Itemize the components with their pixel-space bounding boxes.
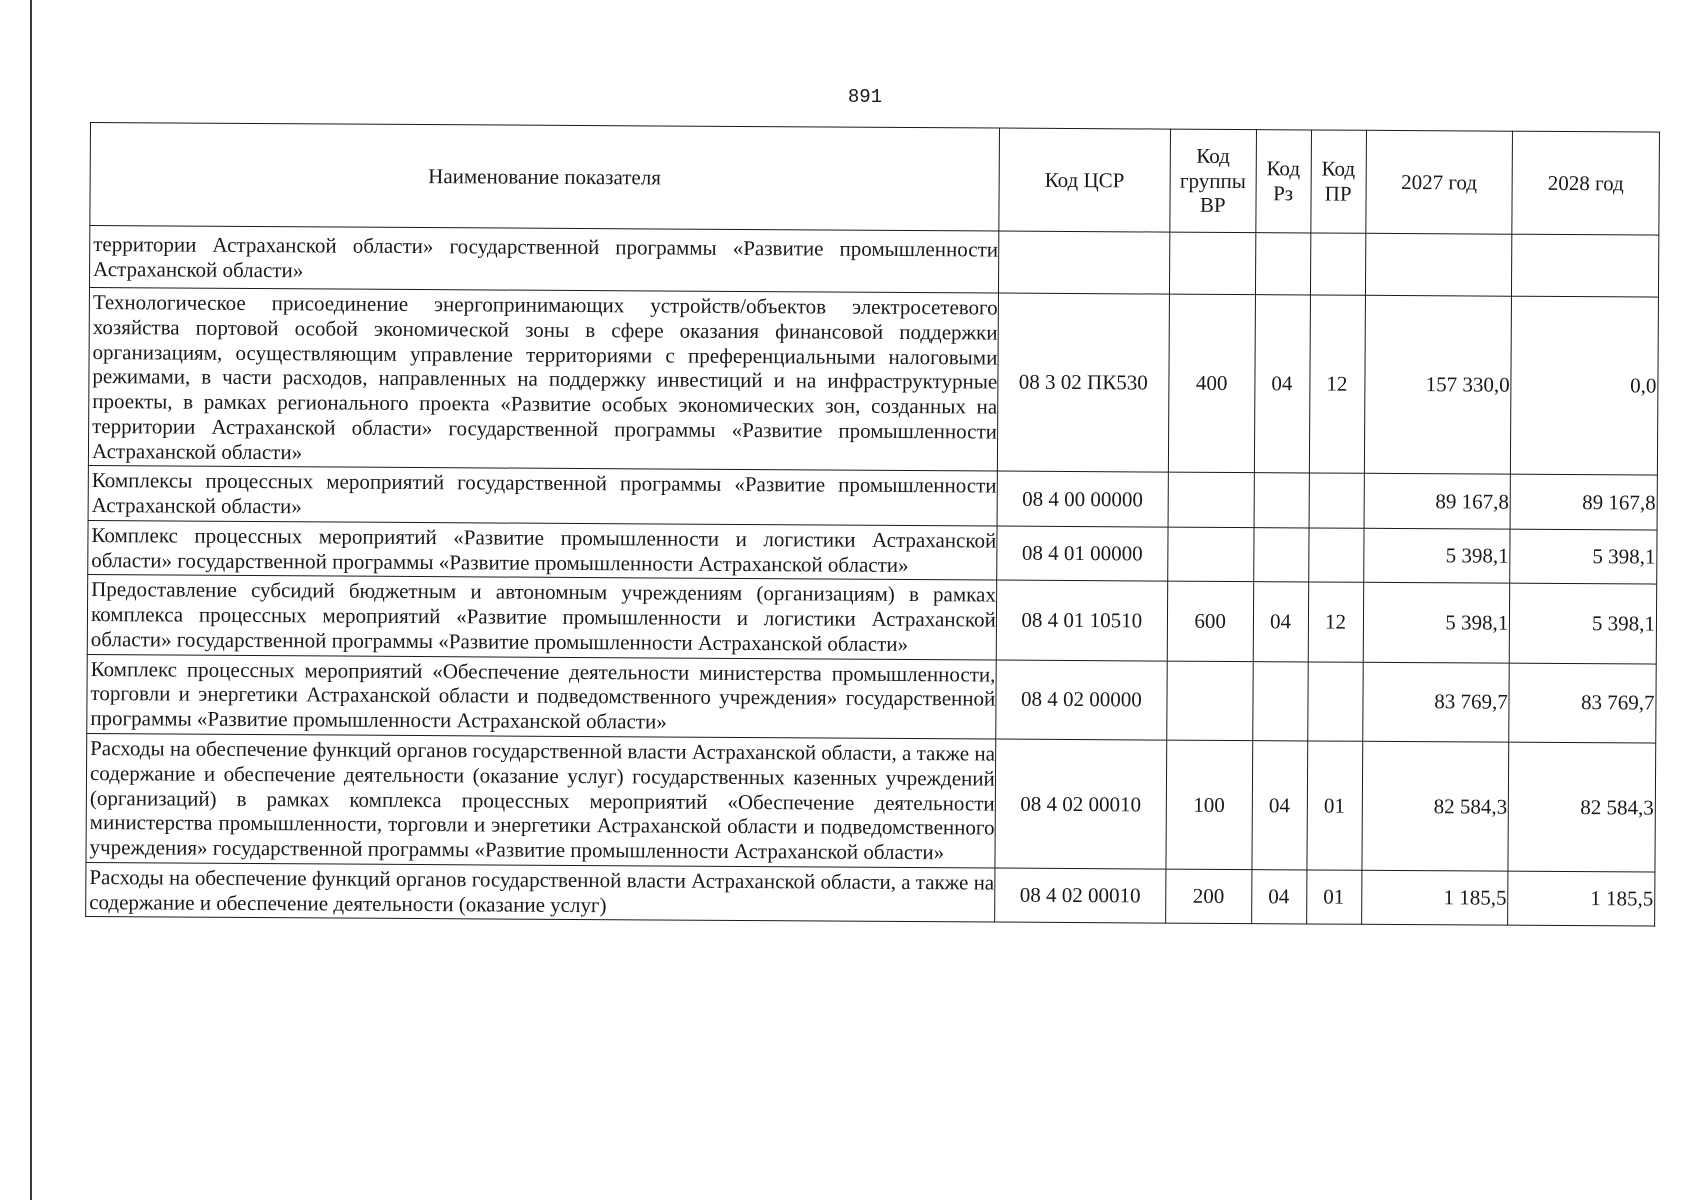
row-vr bbox=[1169, 232, 1255, 295]
table-row bbox=[89, 226, 1658, 298]
row-2028: 5 398,1 bbox=[1510, 529, 1657, 584]
row-name: Расходы на обеспечение функций органов государственной власти Астраханской области, а также на содержание и обеспечение деятельности (оказание услуг) государственных казенных учреждений (организаций) в рамках комплекса процессных мероприятий «Обеспечение деятельности министерства промышленности, торговли и энергетики Астраханской области и подведомственного учреждения» государственной программы «Развитие промышленности Астраханской области» bbox=[86, 734, 996, 868]
row-rz: 04 bbox=[1251, 741, 1307, 870]
row-2028: 82 584,3 bbox=[1508, 742, 1656, 872]
row-rz: 04 bbox=[1253, 582, 1308, 662]
row-csr: 08 3 02 ПК530 bbox=[997, 293, 1169, 472]
header-name: Наименование показателя bbox=[90, 123, 999, 232]
row-rz: 04 bbox=[1254, 295, 1310, 474]
table-row bbox=[88, 520, 1657, 584]
row-2027: 1 185,5 bbox=[1361, 870, 1508, 925]
row-rz bbox=[1252, 661, 1307, 741]
row-2028: 0,0 bbox=[1511, 296, 1659, 475]
budget-table bbox=[85, 122, 1660, 927]
header-pr: Код ПР bbox=[1310, 130, 1366, 233]
row-csr: 08 4 02 00000 bbox=[996, 660, 1168, 740]
row-2027: 89 167,8 bbox=[1364, 474, 1511, 529]
header-csr: Код ЦСР bbox=[999, 128, 1171, 232]
row-2028: 5 398,1 bbox=[1509, 584, 1656, 664]
row-csr: 08 4 02 00010 bbox=[995, 739, 1167, 869]
row-vr: 100 bbox=[1166, 740, 1252, 869]
row-vr bbox=[1168, 527, 1254, 582]
table-row bbox=[87, 654, 1656, 743]
table-row bbox=[86, 734, 1656, 872]
row-name: Комплексы процессных мероприятий государственной программы «Развитие промышленности Астраханской области» bbox=[88, 466, 997, 526]
row-name: Расходы на обеспечение функций органов государственной власти Астраханской области, а также на содержание и обеспечение деятельности (оказание услуг) bbox=[86, 862, 995, 922]
row-pr bbox=[1307, 662, 1362, 742]
row-2027: 83 769,7 bbox=[1362, 662, 1509, 742]
row-vr: 600 bbox=[1167, 582, 1253, 662]
row-vr bbox=[1167, 661, 1253, 741]
row-name: Технологическое присоединение энергопринимающих устройств/объектов электросетевого хозяйства портовой особой экономической зоны в сфере оказания финансовой поддержки организациям, осуществляющим управление территориями с преференциальными налоговыми режимами, в части расходов, направленных на поддержку инвестиций и на инфраструктурные проекты, в рамках регионального проекта «Развитие особых экономических зон, созданных на территории Астраханской области» государственной программы «Развитие промышленности Астраханской области» bbox=[88, 287, 998, 471]
row-pr: 12 bbox=[1309, 295, 1365, 474]
table-header-row bbox=[90, 123, 1660, 236]
row-2028 bbox=[1512, 234, 1659, 297]
row-pr: 12 bbox=[1308, 582, 1363, 662]
left-margin-line bbox=[30, 0, 32, 1200]
row-name: Комплекс процессных мероприятий «Обеспечение деятельности министерства промышленности, торговли и энергетики Астраханской области и подведомственного учреждения» государственной программы «Развитие промышленности Астраханской области» bbox=[87, 654, 996, 739]
header-rz: Код Рз bbox=[1255, 130, 1311, 233]
row-pr: 01 bbox=[1306, 870, 1361, 925]
row-vr: 400 bbox=[1168, 294, 1255, 473]
row-2027: 5 398,1 bbox=[1363, 583, 1510, 663]
header-2027: 2027 год bbox=[1365, 130, 1512, 234]
row-2027: 157 330,0 bbox=[1364, 295, 1512, 474]
header-2028: 2028 год bbox=[1512, 131, 1659, 235]
row-2028: 1 185,5 bbox=[1508, 871, 1655, 926]
table-row bbox=[88, 287, 1658, 475]
row-pr bbox=[1308, 528, 1363, 583]
row-rz bbox=[1255, 233, 1310, 295]
row-2028: 83 769,7 bbox=[1509, 663, 1656, 743]
row-2027 bbox=[1365, 233, 1512, 296]
row-csr bbox=[998, 231, 1170, 294]
row-csr: 08 4 01 00000 bbox=[997, 526, 1168, 582]
row-pr bbox=[1309, 473, 1364, 528]
row-csr: 08 4 02 00010 bbox=[994, 868, 1165, 924]
row-vr bbox=[1168, 472, 1254, 527]
row-name: Комплекс процессных мероприятий «Развитие промышленности и логистики Астраханской области» государственной программы «Развитие промышленности Астраханской области» bbox=[88, 520, 997, 580]
row-vr: 200 bbox=[1166, 869, 1252, 924]
row-rz bbox=[1254, 473, 1309, 528]
row-rz: 04 bbox=[1251, 869, 1306, 924]
row-csr: 08 4 01 10510 bbox=[996, 580, 1168, 660]
page-number: 891 bbox=[847, 86, 883, 108]
table-row bbox=[86, 862, 1655, 926]
row-name: Предоставление субсидий бюджетным и автономным учреждениям (организациям) в рамках комплекса процессных мероприятий «Развитие промышленности и логистики Астраханской области» государственной программы «Развитие промышленности Астраханской области» bbox=[87, 575, 996, 660]
table-row bbox=[88, 466, 1657, 530]
row-name: территории Астраханской области» государственной программы «Развитие промышленности Астраханской области» bbox=[89, 226, 998, 294]
row-csr: 08 4 00 00000 bbox=[997, 471, 1168, 527]
row-2027: 5 398,1 bbox=[1363, 528, 1510, 583]
row-2028: 89 167,8 bbox=[1510, 475, 1657, 530]
header-vr: Код группы ВР bbox=[1170, 129, 1256, 233]
row-pr bbox=[1310, 233, 1365, 295]
row-pr: 01 bbox=[1307, 741, 1363, 870]
row-2027: 82 584,3 bbox=[1362, 741, 1509, 871]
table-row bbox=[87, 575, 1656, 664]
row-rz bbox=[1253, 528, 1308, 583]
